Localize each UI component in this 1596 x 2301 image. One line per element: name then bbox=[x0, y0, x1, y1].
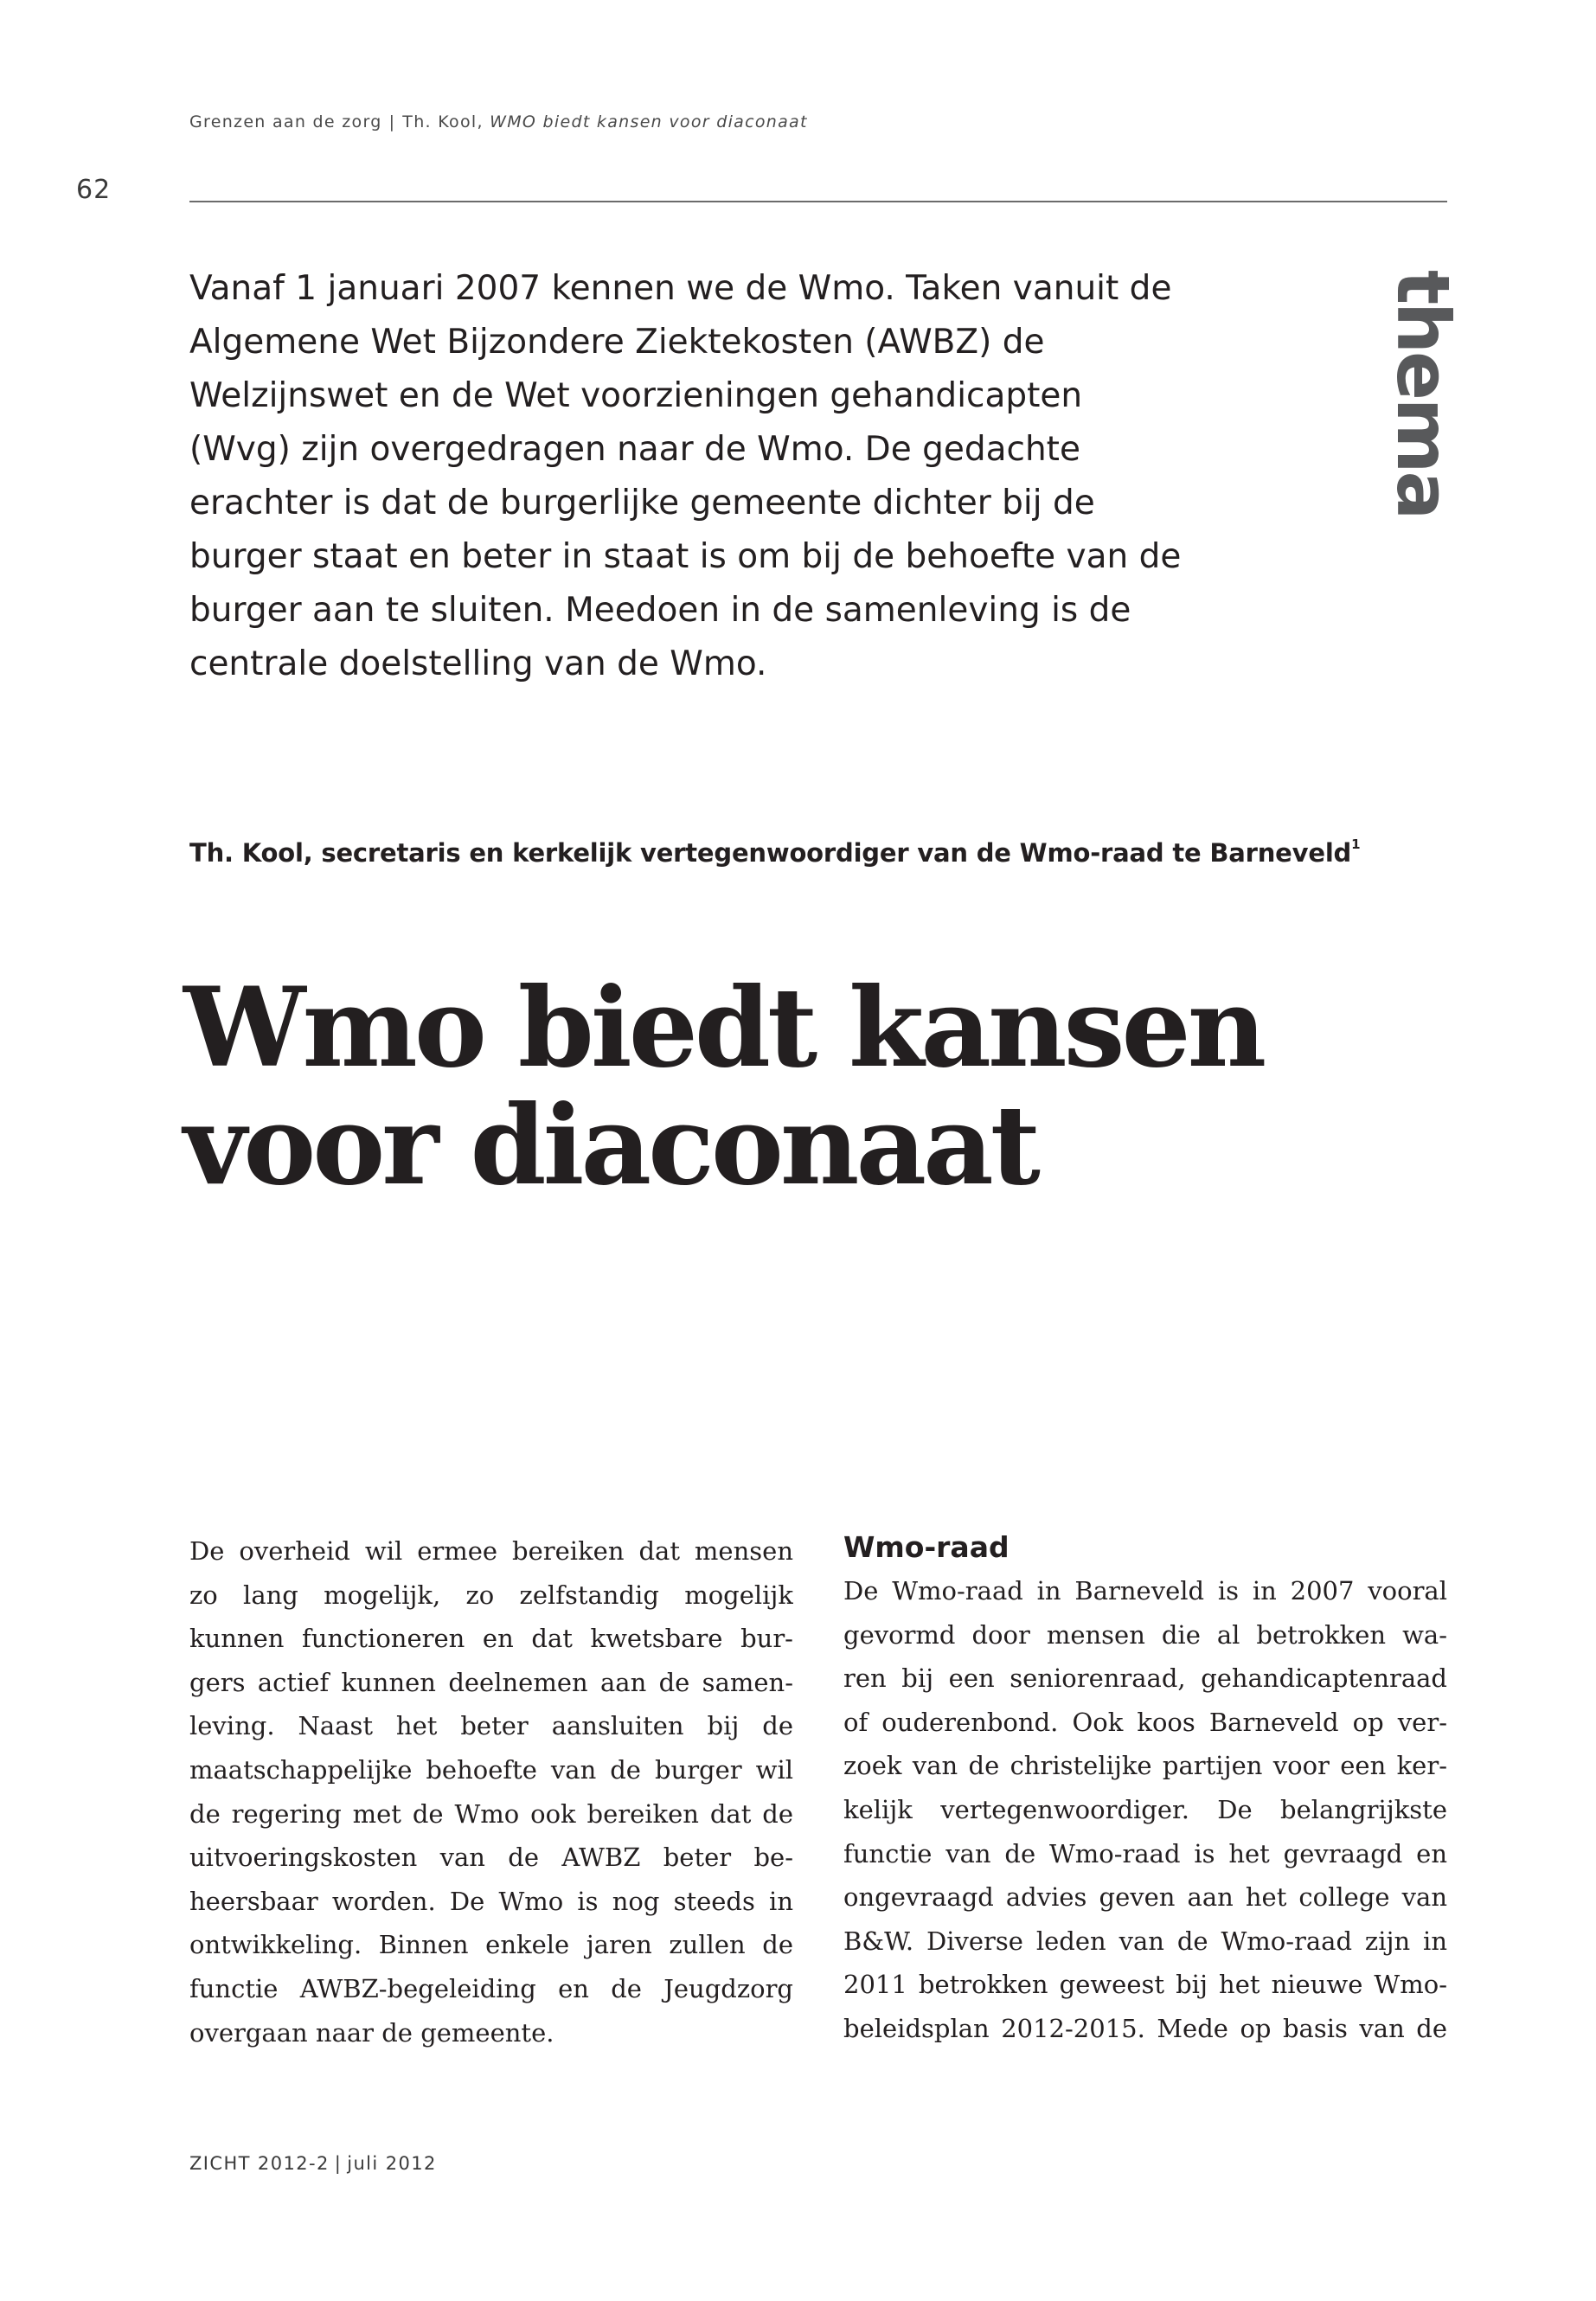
header-article-title: WMO biedt kansen voor diaconaat bbox=[490, 112, 808, 131]
footer-journal: ZICHT 2012-2 bbox=[189, 2153, 330, 2174]
intro-line: centrale doelstelling van de Wmo. bbox=[189, 644, 767, 683]
body-line: zo lang mogelijk, zo zelfstandig mogelijk bbox=[189, 1580, 793, 1610]
footer-date: juli 2012 bbox=[347, 2153, 437, 2174]
article-title bbox=[183, 964, 1264, 1209]
body-line: ongevraagd advies geven aan het college van bbox=[843, 1882, 1447, 1913]
body-line: gers actief kunnen deelnemen aan de samen- bbox=[189, 1667, 793, 1697]
header-author: Th. Kool, bbox=[402, 112, 484, 131]
body-line: de regering met de Wmo ook bereiken dat de bbox=[189, 1798, 793, 1829]
footnote-mark: 1 bbox=[1351, 836, 1361, 853]
body-line: functie AWBZ-begeleiding en de Jeugdzorg bbox=[189, 1973, 793, 2003]
body-line: of ouderenbond. Ook koos Barneveld op ver- bbox=[843, 1707, 1447, 1737]
title-line: Wmo biedt kansen bbox=[183, 964, 1264, 1092]
body-line: zoek van de christelijke partijen voor een ker- bbox=[843, 1751, 1447, 1781]
intro-line: burger staat en beter in staat is om bij de behoefte van de bbox=[189, 537, 1182, 576]
body-line: overgaan naar de gemeente. bbox=[189, 2017, 554, 2048]
intro-line: erachter is dat de burgerlijke gemeente dichter bij de bbox=[189, 484, 1095, 522]
body-column-left bbox=[189, 1529, 793, 2054]
running-header bbox=[189, 112, 808, 131]
intro-line: Welzijnswet en de Wet voorzieningen gehandicapten bbox=[189, 376, 1083, 415]
running-title: Grenzen aan de zorg bbox=[189, 112, 382, 131]
body-line: leving. Naast het beter aansluiten bij de bbox=[189, 1711, 793, 1741]
body-line: De Wmo-raad in Barneveld is in 2007 vooral bbox=[843, 1576, 1447, 1606]
byline-text: Th. Kool, secretaris en kerkelijk vertegenwoordiger van de Wmo-raad te Barneveld bbox=[189, 838, 1352, 868]
body-line: ontwikkeling. Binnen enkele jaren zullen de bbox=[189, 1930, 793, 1960]
body-line: kunnen functioneren en dat kwetsbare bur- bbox=[189, 1624, 793, 1654]
intro-line: burger aan te sluiten. Meedoen in de samenleving is de bbox=[189, 591, 1131, 630]
header-separator: | bbox=[388, 112, 396, 131]
intro-paragraph bbox=[189, 262, 1184, 691]
section-label: thema bbox=[1381, 270, 1465, 518]
body-line: heersbaar worden. De Wmo is nog steeds in bbox=[189, 1886, 793, 1916]
body-line: gevormd door mensen die al betrokken wa- bbox=[843, 1619, 1447, 1650]
body-line: De overheid wil ermee bereiken dat mensen bbox=[189, 1536, 793, 1566]
page-number: 62 bbox=[76, 175, 112, 205]
body-line: B&W. Diverse leden van de Wmo-raad zijn in bbox=[843, 1926, 1447, 1956]
section-subheading: Wmo-raad bbox=[843, 1530, 1010, 1564]
intro-line: Vanaf 1 januari 2007 kennen we de Wmo. Taken vanuit de bbox=[189, 269, 1172, 308]
body-column-right bbox=[843, 1526, 1447, 2051]
byline bbox=[189, 838, 1360, 868]
header-rule bbox=[189, 201, 1447, 202]
footer-separator: | bbox=[334, 2153, 343, 2174]
intro-line: (Wvg) zijn overgedragen naar de Wmo. De gedachte bbox=[189, 430, 1080, 469]
body-line: maatschappelijke behoefte van de burger wil bbox=[189, 1754, 793, 1785]
page-footer bbox=[189, 2153, 437, 2174]
body-line: beleidsplan 2012-2015. Mede op basis van de bbox=[843, 2013, 1447, 2043]
body-line: functie van de Wmo-raad is het gevraagd en bbox=[843, 1838, 1447, 1868]
body-line: kelijk vertegenwoordiger. De belangrijkste bbox=[843, 1794, 1447, 1824]
title-line: voor diaconaat bbox=[183, 1081, 1038, 1209]
body-line: ren bij een seniorenraad, gehandicaptenraad bbox=[843, 1663, 1447, 1694]
intro-line: Algemene Wet Bijzondere Ziektekosten (AWBZ) de bbox=[189, 323, 1045, 362]
body-line: 2011 betrokken geweest bij het nieuwe Wmo- bbox=[843, 1970, 1447, 2000]
body-line: uitvoeringskosten van de AWBZ beter be- bbox=[189, 1843, 793, 1873]
